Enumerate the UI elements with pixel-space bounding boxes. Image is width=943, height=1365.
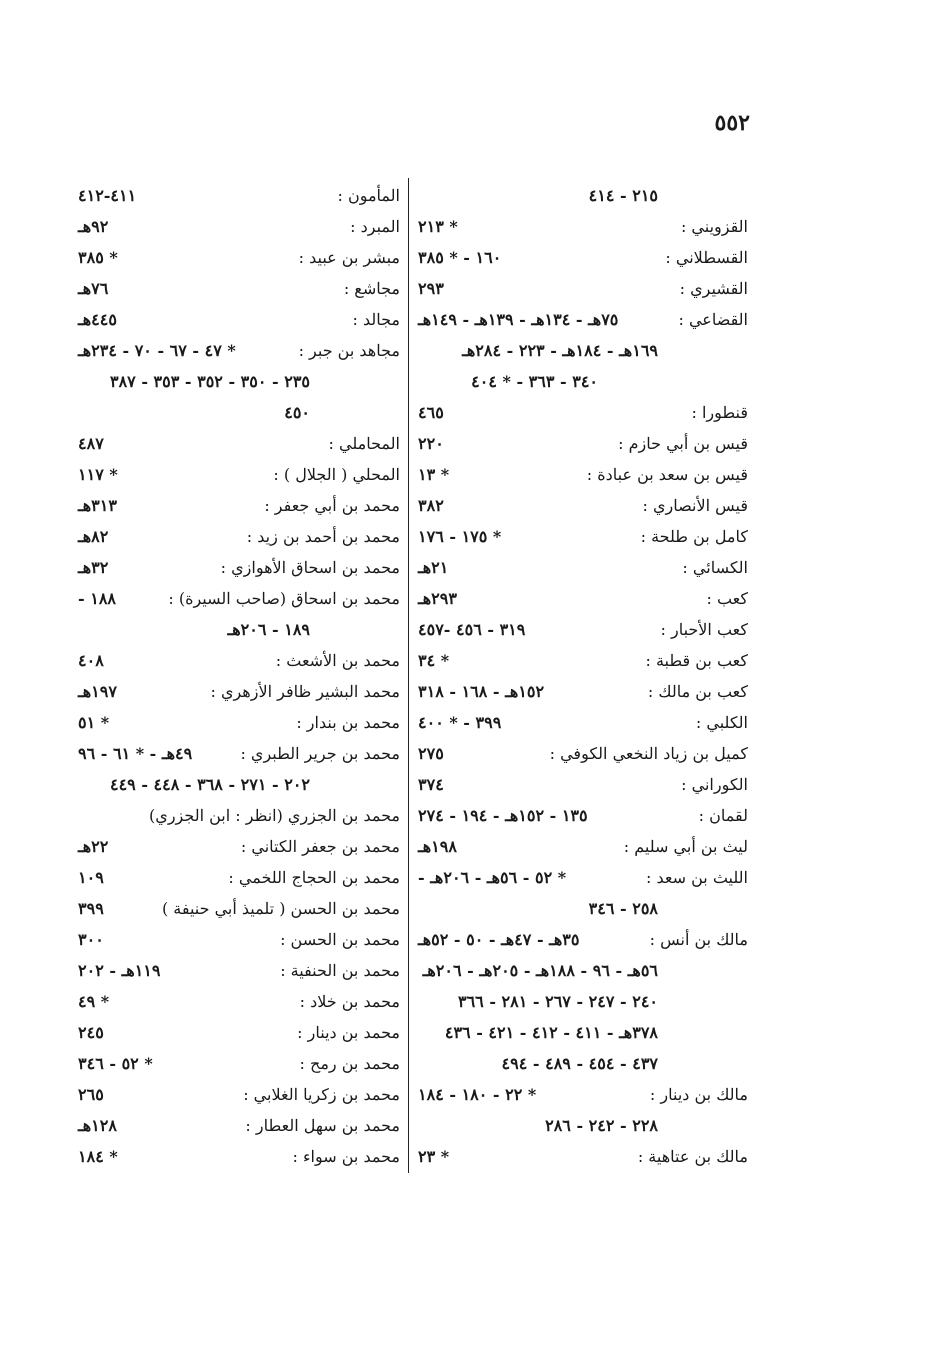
index-entry xyxy=(418,862,748,893)
entry-page-refs: ٣٢هـ xyxy=(78,558,109,577)
entry-page-refs: ٢٢٨ - ٢٤٢ - ٢٨٦ xyxy=(545,1116,658,1135)
entry-name: مالك بن دينار : xyxy=(649,1085,748,1104)
index-entry xyxy=(418,521,748,552)
index-entry xyxy=(78,490,400,521)
entry-page-refs: ٢٧٥ xyxy=(418,744,444,763)
entry-page-refs: ٤١١-٤١٢ xyxy=(78,186,137,205)
index-entry xyxy=(78,1110,400,1141)
entry-page-refs: ١٩٨هـ xyxy=(418,837,457,856)
index-entry xyxy=(418,769,748,800)
entry-name: مبشر بن عبيد : xyxy=(298,248,400,267)
index-entry-continuation xyxy=(418,180,748,211)
index-entry xyxy=(78,583,400,614)
entry-name: محمد بن سواء : xyxy=(292,1147,400,1166)
index-entry xyxy=(78,242,400,273)
index-entry xyxy=(78,1141,400,1172)
index-entry xyxy=(78,1017,400,1048)
entry-name: محمد بن الأشعث : xyxy=(275,651,400,670)
entry-page-refs: * ٤٧ - ٦٧ - ٧٠ - ٢٣٤هـ xyxy=(78,341,236,360)
index-column-left xyxy=(78,180,400,1172)
entry-name: الكوراني : xyxy=(681,775,748,794)
index-entry xyxy=(78,180,400,211)
entry-page-refs: ١٣٥ - ١٥٢هـ - ١٩٤ - ٢٧٤ xyxy=(418,806,588,825)
index-entry xyxy=(78,552,400,583)
entry-page-refs: * ١٣ xyxy=(418,465,450,484)
entry-page-refs: ٧٦هـ xyxy=(78,279,109,298)
entry-name: كامل بن طلحة : xyxy=(640,527,748,546)
entry-page-refs: ٢٩٣هـ xyxy=(418,589,457,608)
index-entry xyxy=(78,862,400,893)
entry-name: محمد بن الحنفية : xyxy=(280,961,400,980)
entry-name: محمد البشير ظافر الأزهري : xyxy=(210,682,400,701)
entry-name: مجاشع : xyxy=(343,279,400,298)
entry-name: محمد بن الحجاج اللخمي : xyxy=(228,868,400,887)
entry-page-refs: ١٦٩هـ - ١٨٤هـ - ٢٢٣ - ٢٨٤هـ xyxy=(462,341,658,360)
entry-name: محمد بن اسحاق الأهوازي : xyxy=(220,558,400,577)
index-entry xyxy=(418,831,748,862)
index-entry xyxy=(418,490,748,521)
entry-name: مالك بن أنس : xyxy=(649,930,748,949)
index-entry-continuation xyxy=(418,986,748,1017)
index-entry xyxy=(78,955,400,986)
index-entry-continuation xyxy=(418,893,748,924)
entry-name: المحلي ( الجلال ) : xyxy=(273,465,400,484)
entry-page-refs: ٢٠٢ - ٢٧١ - ٣٦٨ - ٤٤٨ - ٤٤٩ xyxy=(109,775,310,794)
entry-page-refs: * ١١٧ xyxy=(78,465,118,484)
entry-page-refs: ٢٢هـ xyxy=(78,837,109,856)
entry-name: الكلبي : xyxy=(695,713,748,732)
entry-page-refs: ٥٦هـ - ٩٦ - ١٨٨هـ - ٢٠٥هـ - ٢٠٦هـ xyxy=(422,961,658,980)
entry-page-refs: ٣١٩ - ٤٥٦ -٤٥٧ xyxy=(418,620,526,639)
entry-name: ليث بن أبي سليم : xyxy=(623,837,748,856)
index-entry xyxy=(418,924,748,955)
entry-page-refs: ١٠٩ xyxy=(78,868,104,887)
entry-name: محمد بن خلاد : xyxy=(299,992,400,1011)
entry-name: القزويني : xyxy=(680,217,748,236)
entry-name: المحاملي : xyxy=(328,434,400,453)
index-entry xyxy=(418,738,748,769)
index-entry xyxy=(418,645,748,676)
index-entry xyxy=(78,521,400,552)
entry-page-refs: * ٢١٣ xyxy=(418,217,458,236)
index-entry xyxy=(418,397,748,428)
index-entry-continuation xyxy=(78,397,400,428)
entry-page-refs: ١١٩هـ - ٢٠٢ xyxy=(78,961,161,980)
index-entry xyxy=(418,676,748,707)
index-entry xyxy=(78,1048,400,1079)
entry-page-refs: ٣٠٠ xyxy=(78,930,104,949)
entry-page-refs: ٢١٥ - ٤١٤ xyxy=(588,186,658,205)
entry-page-refs: * ٥٢ - ٣٤٦ xyxy=(78,1054,153,1073)
entry-page-refs: ٤٨٧ xyxy=(78,434,104,453)
index-entry xyxy=(418,304,748,335)
index-entry xyxy=(418,707,748,738)
entry-name: محمد بن زكريا الغلابي : xyxy=(243,1085,400,1104)
entry-page-refs: ٢٥٨ - ٣٤٦ xyxy=(588,899,658,918)
entry-page-refs: ٧٥هـ - ١٣٤هـ - ١٣٩هـ - ١٤٩هـ xyxy=(418,310,619,329)
entry-name: كعب : xyxy=(706,589,748,608)
entry-name: محمد بن أبي جعفر : xyxy=(264,496,400,515)
entry-page-refs: ٣٤٠ - ٣٦٣ - * ٤٠٤ xyxy=(471,372,598,391)
entry-name: كعب بن مالك : xyxy=(647,682,748,701)
index-entry-continuation xyxy=(418,955,748,986)
entry-name: الكسائي : xyxy=(682,558,748,577)
entry-page-refs: * ٣٨٥ xyxy=(78,248,118,267)
entry-name: كميل بن زياد النخعي الكوفي : xyxy=(549,744,748,763)
index-entry xyxy=(418,614,748,645)
entry-page-refs: ٣٧٤ xyxy=(418,775,444,794)
entry-page-refs: ٢٣٥ - ٣٥٠ - ٣٥٢ - ٣٥٣ - ٣٨٧ xyxy=(109,372,310,391)
index-entry xyxy=(418,552,748,583)
entry-page-refs: ١٥٢هـ - ١٦٨ - ٣١٨ xyxy=(418,682,545,701)
entry-page-refs: ٤٠٨ xyxy=(78,651,104,670)
index-entry xyxy=(418,428,748,459)
entry-name: مجاهد بن جبر : xyxy=(298,341,400,360)
index-entry xyxy=(78,893,400,924)
index-entry xyxy=(78,273,400,304)
entry-name: قنطورا : xyxy=(691,403,748,422)
entry-page-refs: * ١٧٥ - ١٧٦ xyxy=(418,527,502,546)
entry-name: كعب بن قطبة : xyxy=(645,651,748,670)
index-entry xyxy=(418,583,748,614)
entry-page-refs: ٤٣٧ - ٤٥٤ - ٤٨٩ - ٤٩٤ xyxy=(501,1054,658,1073)
index-entry xyxy=(78,831,400,862)
entry-page-refs: ٢٩٣ xyxy=(418,279,444,298)
entry-page-refs: ١٦٠ - * ٣٨٥ xyxy=(418,248,502,267)
entry-page-refs: ١٨٨ - xyxy=(78,589,116,608)
index-entry-continuation xyxy=(418,1017,748,1048)
index-entry xyxy=(78,428,400,459)
page-number: ٥٥٢ xyxy=(714,110,750,136)
entry-page-refs: ١٩٧هـ xyxy=(78,682,117,701)
entry-page-refs: ٢٢٠ xyxy=(418,434,444,453)
entry-name: محمد بن رمح : xyxy=(299,1054,400,1073)
entry-name: محمد بن جرير الطبري : xyxy=(240,744,400,763)
entry-page-refs: * ٥٢ - ٥٦هـ - ٢٠٦هـ - xyxy=(418,868,567,887)
entry-name: محمد بن سهل العطار : xyxy=(245,1116,400,1135)
entry-name: محمد بن الجزري (انظر : ابن الجزري) xyxy=(149,806,400,825)
entry-name: القشيري : xyxy=(679,279,748,298)
index-entry xyxy=(78,211,400,242)
entry-page-refs: ٤٥٠ xyxy=(284,403,310,422)
entry-name: لقمان : xyxy=(698,806,748,825)
entry-page-refs: ٣١٣هـ xyxy=(78,496,117,515)
entry-page-refs: ٤٤٥هـ xyxy=(78,310,117,329)
entry-name: محمد بن جعفر الكتاني : xyxy=(240,837,400,856)
entry-page-refs: * ٣٤ xyxy=(418,651,450,670)
entry-page-refs: ٣٥هـ - ٤٧هـ - ٥٠ - ٥٢هـ xyxy=(418,930,580,949)
index-entry xyxy=(78,986,400,1017)
entry-page-refs: ٨٢هـ xyxy=(78,527,109,546)
index-entry xyxy=(78,304,400,335)
index-entry-continuation xyxy=(78,769,400,800)
index-entry-continuation xyxy=(418,1048,748,1079)
entry-name: المأمون : xyxy=(337,186,400,205)
column-divider xyxy=(408,178,409,1173)
index-entry xyxy=(78,676,400,707)
entry-name: قيس بن أبي حازم : xyxy=(618,434,748,453)
entry-page-refs: ٤٦٥ xyxy=(418,403,444,422)
index-entry xyxy=(78,800,400,831)
index-entry xyxy=(78,1079,400,1110)
entry-name: محمد بن بندار : xyxy=(296,713,400,732)
entry-page-refs: ٤٩هـ - * ٦١ - ٩٦ xyxy=(78,744,193,763)
index-entry xyxy=(78,459,400,490)
entry-page-refs: ١٢٨هـ xyxy=(78,1116,117,1135)
entry-page-refs: ٣٩٩ - * ٤٠٠ xyxy=(418,713,502,732)
entry-page-refs: ٩٢هـ xyxy=(78,217,109,236)
index-entry xyxy=(418,1141,748,1172)
index-entry xyxy=(418,459,748,490)
entry-name: محمد بن الحسن : xyxy=(280,930,400,949)
entry-name: محمد بن دينار : xyxy=(297,1023,400,1042)
index-entry-continuation xyxy=(78,366,400,397)
entry-page-refs: ٣٩٩ xyxy=(78,899,104,918)
index-entry xyxy=(418,1079,748,1110)
index-entry-continuation xyxy=(418,366,748,397)
entry-page-refs: ٣٨٢ xyxy=(418,496,444,515)
entry-page-refs: ٢٤٥ xyxy=(78,1023,104,1042)
entry-page-refs: * ٤٩ xyxy=(78,992,110,1011)
index-entry xyxy=(78,335,400,366)
entry-page-refs: * ٢٣ xyxy=(418,1147,450,1166)
entry-page-refs: ٣٧٨هـ - ٤١١ - ٤١٢ - ٤٢١ - ٤٣٦ xyxy=(444,1023,658,1042)
entry-page-refs: ٢١هـ xyxy=(418,558,449,577)
entry-name: محمد بن الحسن ( تلميذ أبي حنيفة ) xyxy=(161,899,400,918)
index-entry-continuation xyxy=(418,335,748,366)
entry-name: كعب الأحبار : xyxy=(660,620,748,639)
entry-name: محمد بن أحمد بن زيد : xyxy=(246,527,400,546)
entry-name: الليث بن سعد : xyxy=(646,868,748,887)
entry-name: القضاعي : xyxy=(678,310,748,329)
entry-name: قيس الأنصاري : xyxy=(642,496,748,515)
index-column-right xyxy=(418,180,748,1172)
entry-page-refs: ٢٦٥ xyxy=(78,1085,104,1104)
entry-name: المبرد : xyxy=(350,217,400,236)
index-entry xyxy=(418,800,748,831)
index-entry xyxy=(78,645,400,676)
index-entry xyxy=(78,924,400,955)
entry-page-refs: ١٨٩ - ٢٠٦هـ xyxy=(227,620,310,639)
index-entry xyxy=(418,273,748,304)
index-entry xyxy=(78,738,400,769)
index-entry xyxy=(78,707,400,738)
entry-name: مجالد : xyxy=(352,310,400,329)
entry-name: القسطلاني : xyxy=(665,248,748,267)
index-entry-continuation xyxy=(78,614,400,645)
entry-page-refs: * ١٨٤ xyxy=(78,1147,118,1166)
index-entry xyxy=(418,242,748,273)
entry-page-refs: * ٥١ xyxy=(78,713,110,732)
entry-name: قيس بن سعد بن عبادة : xyxy=(586,465,748,484)
entry-page-refs: * ٢٢ - ١٨٠ - ١٨٤ xyxy=(418,1085,537,1104)
entry-name: مالك بن عتاهية : xyxy=(637,1147,748,1166)
entry-name: محمد بن اسحاق (صاحب السيرة) : xyxy=(168,589,400,608)
entry-page-refs: ٢٤٠ - ٢٤٧ - ٢٦٧ - ٢٨١ - ٣٦٦ xyxy=(457,992,658,1011)
index-entry xyxy=(418,211,748,242)
index-entry-continuation xyxy=(418,1110,748,1141)
